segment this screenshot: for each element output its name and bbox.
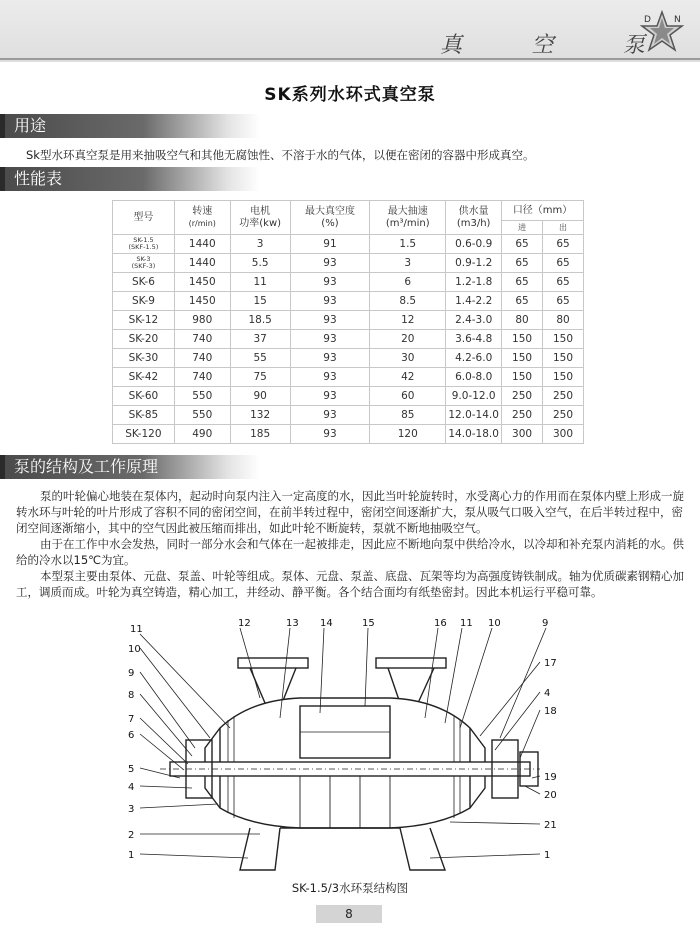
- cell-vacuum: 93: [290, 368, 370, 387]
- col-header-flow: [370, 201, 446, 235]
- table-row: [113, 425, 584, 444]
- col-header-diameter: 口径（mm）: [502, 201, 584, 221]
- performance-table: [112, 200, 584, 444]
- diagram-label: 16: [434, 618, 447, 629]
- cell-flow: 85: [370, 406, 446, 425]
- cell-model-name: SK-1.5: [133, 236, 154, 244]
- cell-power: 18.5: [230, 311, 290, 330]
- diagram-label: 10: [128, 644, 141, 655]
- cell-vacuum: 93: [290, 425, 370, 444]
- cell-vacuum: 93: [290, 406, 370, 425]
- performance-table-body: [113, 235, 584, 444]
- cell-outlet: 65: [543, 235, 584, 254]
- cell-outlet: 65: [543, 292, 584, 311]
- cell-flow: 1.5: [370, 235, 446, 254]
- table-row: [113, 292, 584, 311]
- cell-speed: 490: [174, 425, 230, 444]
- diagram-label: 8: [128, 690, 135, 701]
- cell-model: SK-60: [113, 387, 175, 406]
- diagram-label: 1: [128, 850, 135, 861]
- cell-flow: 60: [370, 387, 446, 406]
- cell-vacuum: 93: [290, 273, 370, 292]
- diagram-label: 14: [320, 618, 333, 629]
- foot-right: [400, 828, 445, 870]
- page-title: SK系列水环式真空泵: [264, 85, 436, 105]
- cell-inlet: 65: [502, 273, 543, 292]
- diagram-label: 13: [286, 618, 299, 629]
- col-header-model: 型号: [113, 201, 175, 235]
- col-header-water: [446, 201, 502, 235]
- cell-outlet: 65: [543, 254, 584, 273]
- cell-flow: 120: [370, 425, 446, 444]
- cell-vacuum: 93: [290, 254, 370, 273]
- cell-vacuum: 93: [290, 330, 370, 349]
- cell-speed: 1440: [174, 254, 230, 273]
- cell-model-name: SK-3: [136, 255, 151, 263]
- cell-outlet: 150: [543, 349, 584, 368]
- cell-speed: 1450: [174, 273, 230, 292]
- cell-model: SK-120: [113, 425, 175, 444]
- cell-water: 4.2-6.0: [446, 349, 502, 368]
- cell-model: [113, 235, 175, 254]
- table-row: [113, 254, 584, 273]
- structure-paragraph-1: 泵的叶轮偏心地装在泵体内，起动时向泵内注入一定高度的水，因此当叶轮旋转时，水受离心力的作用而在泵体内壁上形成一旋转水环与叶轮的叶片形成了容积不同的密闭空间，在前半转过程中，密闭空间逐渐扩大，泵从吸气口吸入空气，在后半转过程中，密闭空间逐渐缩小，其中的空气因此被压缩而排出，如此叶轮不断旋转，泵就不断地抽吸空气。: [16, 489, 684, 535]
- cell-outlet: 65: [543, 273, 584, 292]
- header-title: [440, 28, 645, 59]
- diagram-label: 4: [128, 782, 135, 793]
- diagram-label: 2: [128, 830, 135, 841]
- col-header-vacuum-label: 最大真空度: [304, 205, 355, 217]
- cell-power: 132: [230, 406, 290, 425]
- cell-speed: 550: [174, 406, 230, 425]
- cell-power: 3: [230, 235, 290, 254]
- cell-power: 37: [230, 330, 290, 349]
- diagram-label: 20: [544, 790, 557, 801]
- table-row: [113, 368, 584, 387]
- cell-water: 2.4-3.0: [446, 311, 502, 330]
- header-title-char: 空: [531, 33, 554, 58]
- cell-speed: 980: [174, 311, 230, 330]
- diagram-label: 3: [128, 804, 135, 815]
- col-header-motor-label: 电机: [250, 205, 271, 217]
- table-row: [113, 311, 584, 330]
- col-header-speed: [174, 201, 230, 235]
- cell-water: 9.0-12.0: [446, 387, 502, 406]
- logo-letter: D: [644, 15, 651, 25]
- cell-flow: 42: [370, 368, 446, 387]
- table-row: [113, 387, 584, 406]
- table-row: [113, 235, 584, 254]
- cell-water: 1.2-1.8: [446, 273, 502, 292]
- cell-speed: 740: [174, 330, 230, 349]
- cell-flow: 20: [370, 330, 446, 349]
- cell-flow: 3: [370, 254, 446, 273]
- cell-power: 90: [230, 387, 290, 406]
- cell-inlet: 150: [502, 330, 543, 349]
- cell-inlet: 65: [502, 235, 543, 254]
- col-header-motor: [230, 201, 290, 235]
- cell-model: SK-12: [113, 311, 175, 330]
- col-header-inlet: 进: [502, 221, 543, 235]
- cell-inlet: 65: [502, 292, 543, 311]
- cell-model-sub: (SKF-3): [131, 262, 156, 270]
- cell-speed: 740: [174, 368, 230, 387]
- cell-water: 0.9-1.2: [446, 254, 502, 273]
- usage-text: Sk型水环真空泵是用来抽吸空气和其他无腐蚀性、不溶于水的气体，以便在密闭的容器中形成真空。: [26, 148, 535, 162]
- cell-model: SK-30: [113, 349, 175, 368]
- diagram-caption: SK-1.5/3水环泵结构图: [291, 881, 409, 895]
- cell-inlet: 250: [502, 406, 543, 425]
- cell-inlet: 65: [502, 254, 543, 273]
- cell-inlet: 150: [502, 368, 543, 387]
- cell-speed: 550: [174, 387, 230, 406]
- section-heading-structure: 泵的结构及工作原理: [0, 455, 260, 479]
- diagram-label: 11: [130, 624, 143, 635]
- col-header-motor-unit: 功率(kw): [239, 217, 282, 229]
- cell-outlet: 250: [543, 387, 584, 406]
- cell-outlet: 80: [543, 311, 584, 330]
- col-header-outlet: 出: [543, 221, 584, 235]
- cell-power: 185: [230, 425, 290, 444]
- cell-model: SK-6: [113, 273, 175, 292]
- cell-power: 15: [230, 292, 290, 311]
- page-number: 8: [316, 905, 382, 923]
- diagram-label: 21: [544, 820, 557, 831]
- section-heading-usage: 用途: [0, 114, 260, 138]
- diagram-label: 17: [544, 658, 557, 669]
- col-header-flow-unit: (m³/min): [385, 217, 430, 229]
- cell-speed: 740: [174, 349, 230, 368]
- inlet-flange: [238, 658, 308, 668]
- section-heading-performance: 性能表: [0, 167, 260, 191]
- cell-inlet: 80: [502, 311, 543, 330]
- header-title-char: 真: [440, 33, 463, 58]
- cell-vacuum: 93: [290, 387, 370, 406]
- cell-power: 55: [230, 349, 290, 368]
- cell-water: 0.6-0.9: [446, 235, 502, 254]
- diagram-label: 4: [544, 688, 551, 699]
- cell-power: 11: [230, 273, 290, 292]
- cell-water: 6.0-8.0: [446, 368, 502, 387]
- cell-model: SK-20: [113, 330, 175, 349]
- diagram-label: 15: [362, 618, 375, 629]
- cell-flow: 12: [370, 311, 446, 330]
- col-header-flow-label: 最大抽速: [387, 205, 428, 217]
- cell-outlet: 300: [543, 425, 584, 444]
- diagram-label: 10: [488, 618, 501, 629]
- diagram-label: 18: [544, 706, 557, 717]
- diagram-label: 1: [544, 850, 551, 861]
- cell-model: SK-85: [113, 406, 175, 425]
- outlet-flange: [376, 658, 446, 668]
- cell-vacuum: 93: [290, 349, 370, 368]
- diagram-label: 11: [460, 618, 473, 629]
- col-header-water-unit: (m3/h): [456, 217, 491, 229]
- table-row: [113, 273, 584, 292]
- cell-power: 75: [230, 368, 290, 387]
- cell-outlet: 150: [543, 330, 584, 349]
- cell-power: 5.5: [230, 254, 290, 273]
- structure-paragraph-3: 本型泵主要由泵体、元盘、泵盖、叶轮等组成。泵体、元盘、泵盖、底盘、瓦架等均为高强度铸铁制成。轴为优质碳素钢精心加工，调质而成。叶轮为真空铸造，精心加工，井经动、静平衡。各个结合面均有纸垫密封。因此本机运行平稳可靠。: [16, 569, 684, 599]
- col-header-water-label: 供水量: [458, 205, 489, 217]
- cell-vacuum: 93: [290, 311, 370, 330]
- diagram-label: 7: [128, 714, 135, 725]
- cell-water: 1.4-2.2: [446, 292, 502, 311]
- pump-structure-diagram: [100, 608, 580, 874]
- header-title-char: 泵: [622, 33, 645, 58]
- cell-outlet: 150: [543, 368, 584, 387]
- cell-inlet: 250: [502, 387, 543, 406]
- col-header-speed-unit: (r/min): [188, 218, 216, 228]
- cell-water: 3.6-4.8: [446, 330, 502, 349]
- cell-model: [113, 254, 175, 273]
- cell-vacuum: 91: [290, 235, 370, 254]
- cell-flow: 6: [370, 273, 446, 292]
- cell-model-sub: (SKF-1.5): [128, 243, 159, 251]
- cell-flow: 30: [370, 349, 446, 368]
- cell-inlet: 150: [502, 349, 543, 368]
- diagram-label: 19: [544, 772, 557, 783]
- cell-speed: 1440: [174, 235, 230, 254]
- cell-water: 12.0-14.0: [446, 406, 502, 425]
- table-row: [113, 349, 584, 368]
- table-row: [113, 406, 584, 425]
- diagram-label: 12: [238, 618, 251, 629]
- cell-model: SK-9: [113, 292, 175, 311]
- star-logo-icon: [640, 10, 684, 54]
- cell-vacuum: 93: [290, 292, 370, 311]
- cell-water: 14.0-18.0: [446, 425, 502, 444]
- structure-paragraph-2: 由于在工作中水会发热，同时一部分水会和气体在一起被排走，因此应不断地向泵中供给冷水，以冷却和补充泵内消耗的水。供给的冷水以15℃为宜。: [16, 537, 684, 567]
- cell-inlet: 300: [502, 425, 543, 444]
- cell-model: SK-42: [113, 368, 175, 387]
- cell-flow: 8.5: [370, 292, 446, 311]
- diagram-label: 5: [128, 764, 135, 775]
- diagram-label: 6: [128, 730, 135, 741]
- col-header-vacuum-unit: (%): [321, 217, 339, 229]
- col-header-vacuum: [290, 201, 370, 235]
- col-header-speed-label: 转速: [192, 205, 213, 217]
- diagram-label: 9: [542, 618, 549, 629]
- diagram-label: 9: [128, 668, 135, 679]
- cell-outlet: 250: [543, 406, 584, 425]
- cell-speed: 1450: [174, 292, 230, 311]
- logo-letter: N: [674, 15, 681, 25]
- table-row: [113, 330, 584, 349]
- inlet-port: [250, 668, 296, 703]
